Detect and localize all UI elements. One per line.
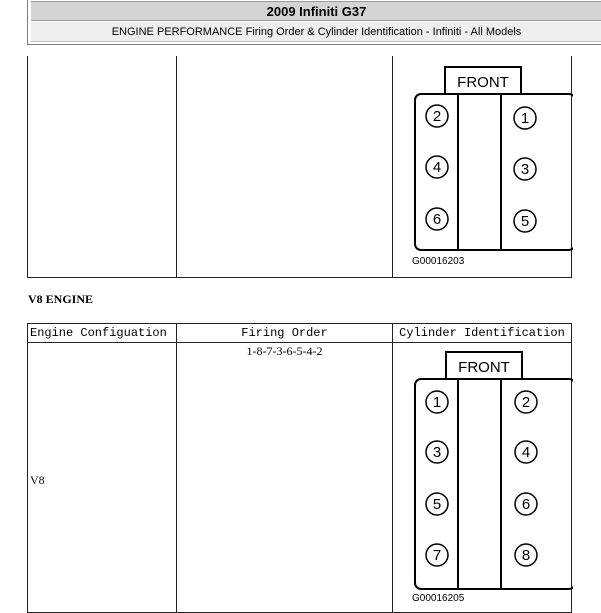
v8-col-cylinder-id: Cylinder Identification [399, 326, 565, 340]
document-subtitle: ENGINE PERFORMANCE Firing Order & Cylinder Identification - Infiniti - All Models [31, 22, 601, 42]
v6-cylinder-6: 6 [432, 211, 442, 228]
v6-table-divider-2 [392, 56, 393, 277]
v8-cylinder-7: 7 [432, 547, 442, 564]
document-title: 2009 Infiniti G37 [31, 1, 601, 21]
v8-table [27, 323, 572, 613]
v8-col-firing-order: Firing Order [241, 326, 328, 340]
v8-firing-order-value: 1-8-7-3-6-5-4-2 [246, 344, 323, 358]
v6-table [27, 56, 572, 278]
v8-engine-config-value: V8 [30, 473, 45, 487]
v8-cylinder-8: 8 [521, 547, 531, 564]
v8-table-divider-1 [176, 324, 177, 612]
v6-cylinder-3: 3 [520, 161, 530, 178]
v8-col-engine-config: Engine Configuation [30, 326, 167, 340]
v8-cylinder-diagram [408, 349, 573, 604]
v6-cylinder-5: 5 [520, 213, 530, 230]
v8-table-divider-2 [392, 324, 393, 612]
v6-cylinder-1: 1 [520, 110, 530, 127]
v8-cylinder-5: 5 [432, 496, 442, 513]
v6-cylinder-diagram [408, 64, 573, 274]
v6-cylinder-2: 2 [432, 108, 442, 125]
v6-front-label: FRONT [457, 74, 509, 91]
v8-cylinder-3: 3 [432, 444, 442, 461]
v8-table-header-rule [28, 342, 571, 343]
v8-front-label: FRONT [458, 359, 510, 376]
v8-cylinder-1: 1 [432, 394, 442, 411]
v8-cylinder-2: 2 [521, 394, 531, 411]
v6-cylinder-4: 4 [432, 159, 442, 176]
v8-cylinder-4: 4 [521, 444, 531, 461]
v8-figure-code: G00016205 [412, 593, 465, 604]
section-title: V8 ENGINE [28, 292, 94, 306]
v6-figure-code: G00016203 [412, 256, 465, 267]
v8-cylinder-6: 6 [521, 496, 531, 513]
v6-table-divider-1 [176, 56, 177, 277]
document-header [27, 0, 601, 45]
